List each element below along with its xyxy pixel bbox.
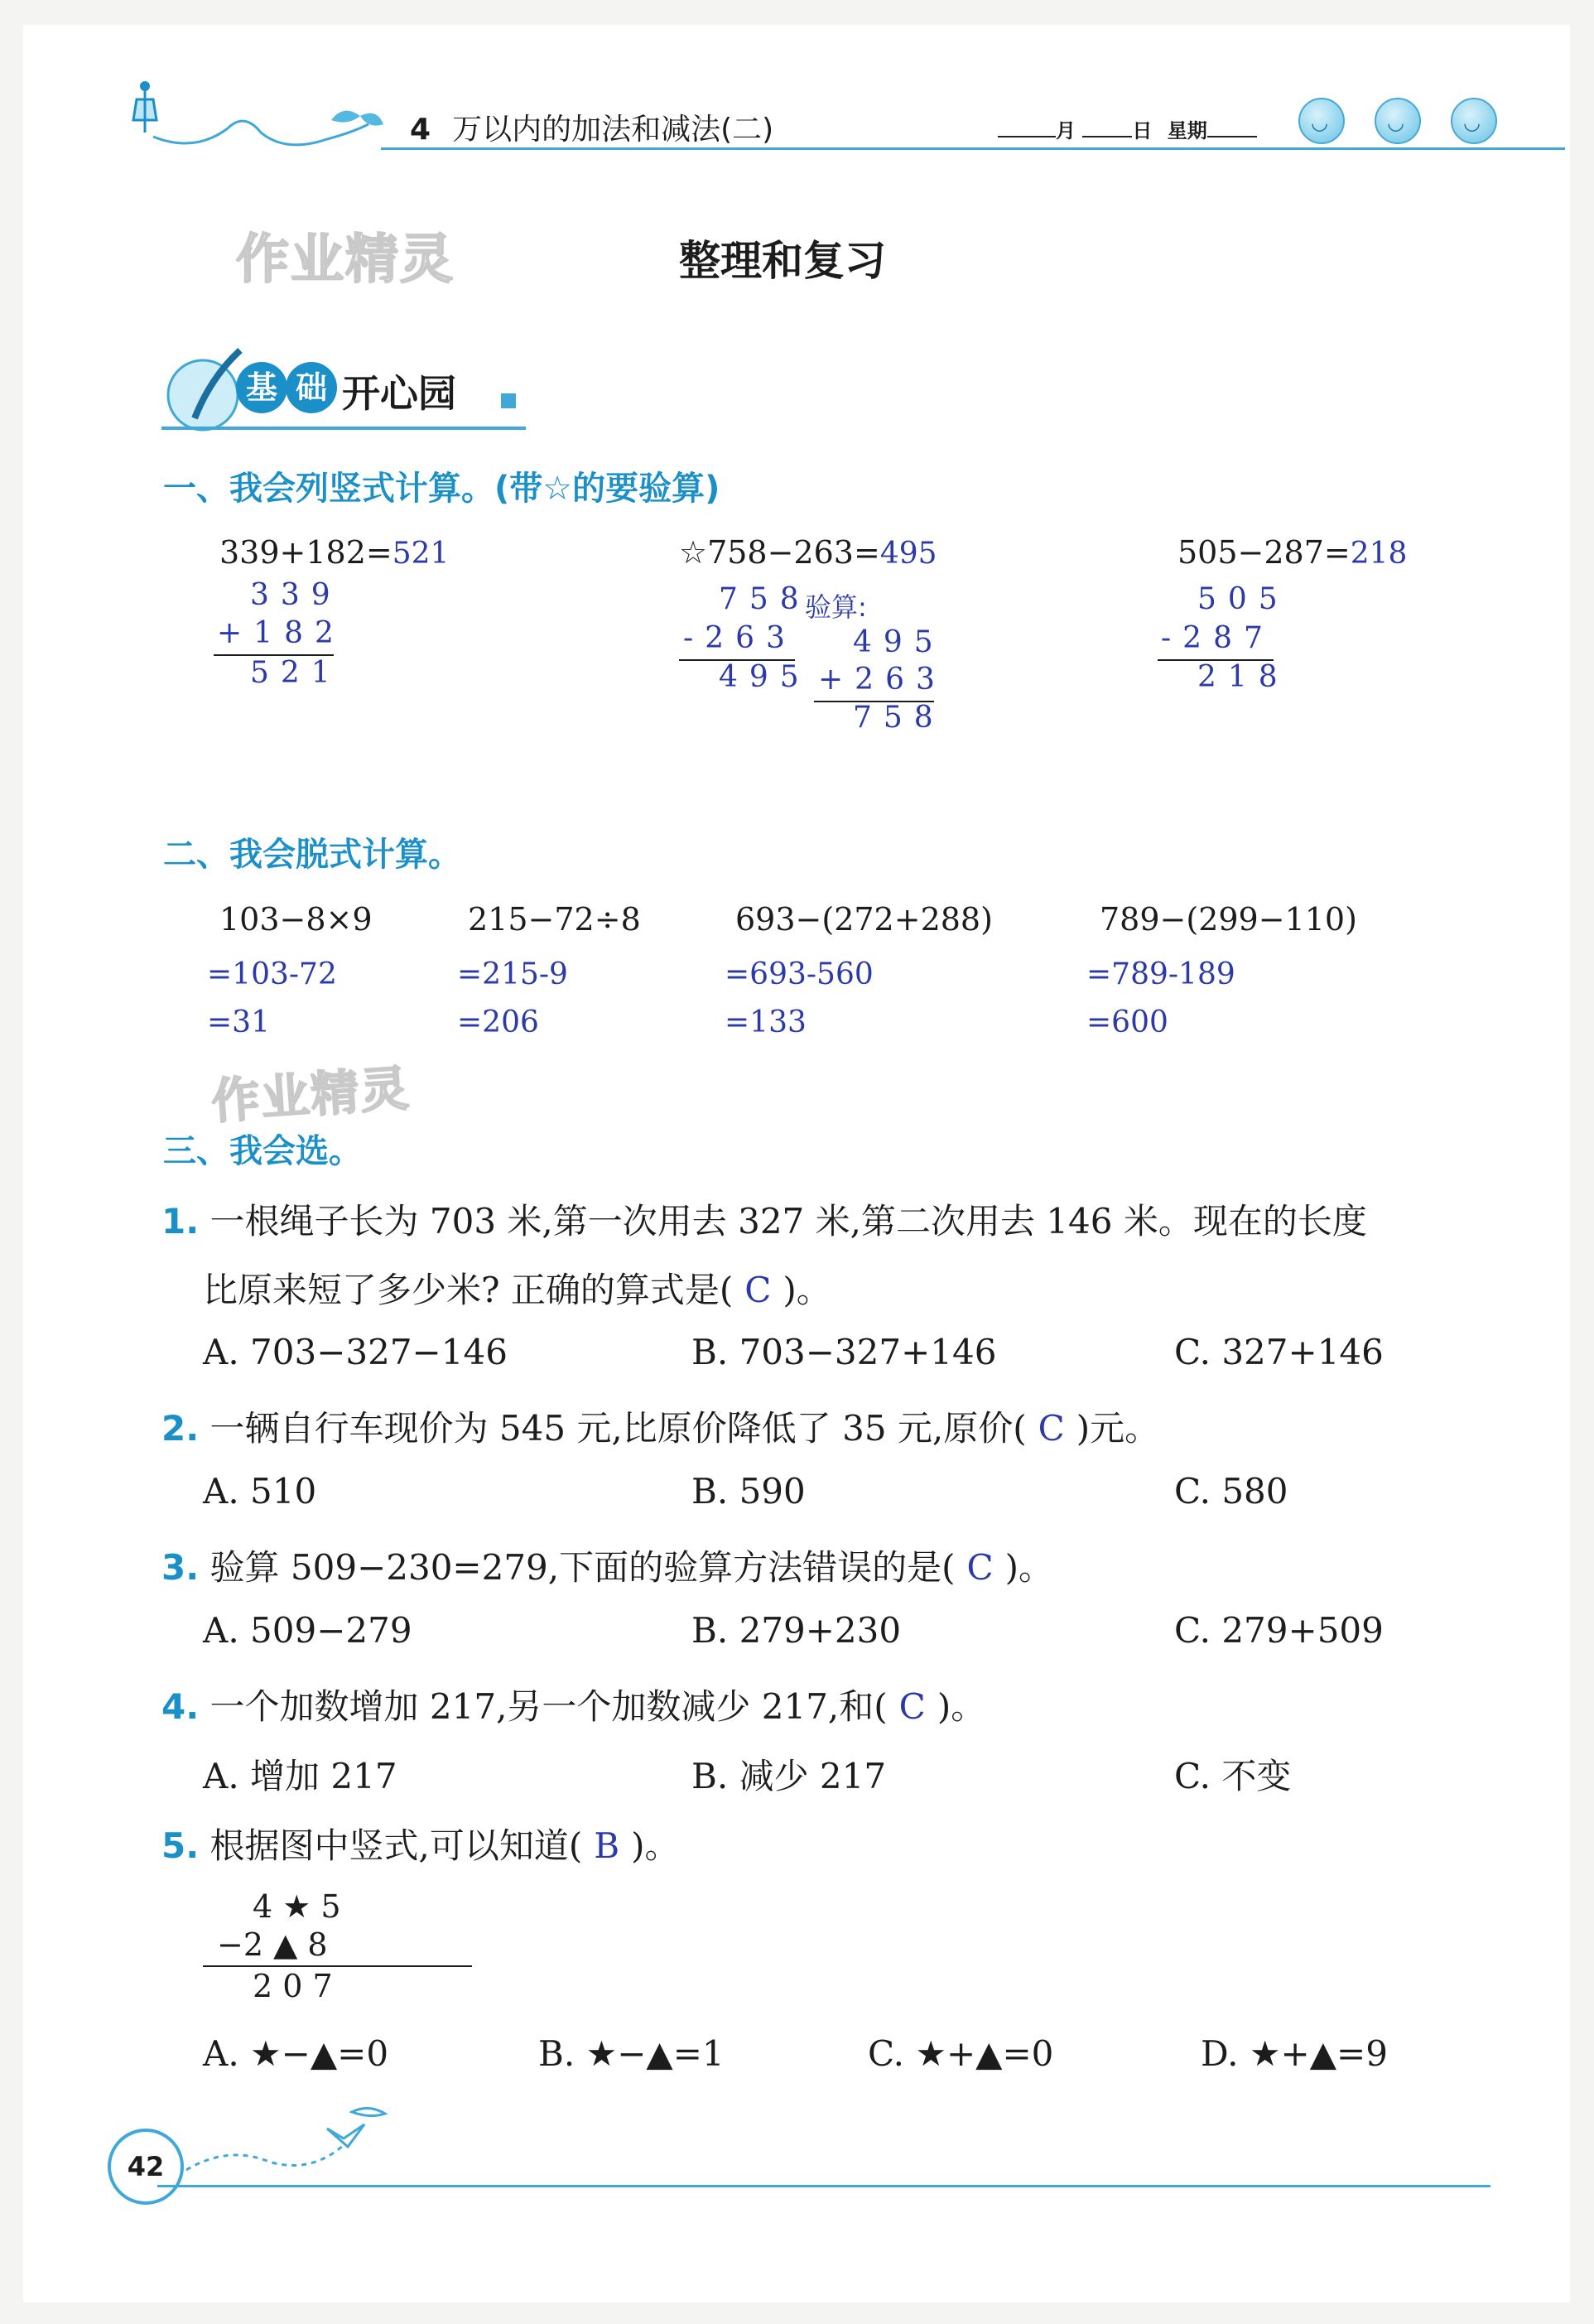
answer: 495 (879, 537, 937, 571)
check-result: 758 (853, 701, 945, 735)
unit-number: 4 (410, 113, 431, 147)
section1-heading: 一、我会列竖式计算。(带☆的要验算) (163, 470, 720, 508)
s2-step3a: =693-560 (725, 957, 874, 991)
question-text-end: )。 (937, 1686, 986, 1727)
s2-step4b: =600 (1086, 1005, 1168, 1039)
vertical-top: 339 (250, 578, 342, 612)
expr-text: 339+182= (219, 534, 392, 571)
s2-expr2: 215−72÷8 (468, 901, 641, 938)
answer-blank[interactable]: C (1038, 1408, 1065, 1449)
s2-expr1: 103−8×9 (219, 901, 373, 938)
date-fields (998, 114, 1257, 143)
s1-problem3 (1177, 534, 1407, 571)
s2-step3b: =133 (725, 1005, 807, 1039)
vertical-operand: +182 (217, 616, 345, 650)
question-1-line2 (203, 1263, 831, 1313)
question-number: 5. (161, 1825, 200, 1866)
expr-text: ☆758−263= (679, 534, 880, 571)
dotted-bird-decoration (178, 2095, 393, 2178)
option-b[interactable]: B. 减少 217 (691, 1756, 887, 1796)
question-text: 比原来短了多少米? 正确的算式是( (203, 1270, 734, 1310)
question-number: 3. (161, 1547, 200, 1588)
month-blank[interactable] (998, 119, 1056, 137)
option-c[interactable]: C. 327+146 (1174, 1332, 1384, 1372)
vertical-operand: -263 (683, 621, 797, 655)
option-b[interactable]: B. 279+230 (691, 1610, 902, 1651)
check-label: 验算: (805, 591, 867, 623)
option-c[interactable]: C. 279+509 (1174, 1610, 1384, 1651)
check-operand: +263 (818, 663, 946, 697)
answer-blank[interactable]: C (744, 1270, 772, 1310)
s2-step2b: =206 (457, 1005, 539, 1039)
s1-problem1 (219, 534, 449, 571)
s1-problem2 (679, 534, 937, 571)
vertical-top: 505 (1197, 582, 1289, 616)
neutral-face-icon[interactable] (1375, 98, 1421, 144)
question-number: 2. (161, 1408, 200, 1449)
option-c[interactable]: C. 不变 (1174, 1756, 1292, 1796)
option-a[interactable]: A. 703−327−146 (203, 1332, 508, 1372)
watermark-2: 作业精灵 (209, 1059, 412, 1131)
figure-row3: 2 0 7 (253, 1968, 333, 2004)
question-number: 4. (161, 1686, 200, 1727)
s2-step1a: =103-72 (207, 957, 337, 991)
question-text: 一辆自行车现价为 545 元,比原价降低了 35 元,原价( (209, 1408, 1027, 1449)
section-badge (161, 344, 526, 435)
watermark: 作业精灵 (236, 229, 455, 291)
question-2 (161, 1401, 1159, 1451)
option-b[interactable]: B. ★−▲=1 (538, 2033, 725, 2074)
lantern-vine-decoration (120, 75, 393, 157)
option-a[interactable]: A. 510 (203, 1471, 317, 1512)
option-d[interactable]: D. ★+▲=9 (1201, 2033, 1388, 2074)
badge-char-b: 础 (286, 362, 337, 413)
weekday-label: 星期 (1167, 119, 1207, 142)
vertical-top: 758 (719, 582, 811, 616)
figure-row2: −2 ▲ 8 (217, 1926, 328, 1963)
badge-char-a: 基 (236, 362, 287, 413)
s2-step4a: =789-189 (1086, 957, 1235, 991)
vertical-result: 521 (250, 656, 342, 690)
weekday-blank[interactable] (1207, 119, 1257, 137)
figure-rule (203, 1965, 472, 1967)
question-1 (161, 1194, 1367, 1244)
option-a[interactable]: A. ★−▲=0 (203, 2033, 389, 2074)
footer-rule (157, 2185, 1490, 2187)
s2-expr4: 789−(299−110) (1100, 901, 1357, 938)
question-5 (161, 1819, 680, 1868)
smile-face-icon[interactable] (1298, 98, 1345, 144)
option-a[interactable]: A. 增加 217 (203, 1756, 397, 1796)
answer: 218 (1350, 537, 1408, 571)
option-a[interactable]: A. 509−279 (203, 1610, 412, 1651)
question-text: 一个加数增加 217,另一个加数减少 217,和( (209, 1686, 888, 1727)
answer-blank[interactable]: C (966, 1547, 994, 1588)
day-blank[interactable] (1082, 119, 1132, 137)
option-c[interactable]: C. ★+▲=0 (868, 2033, 1054, 2074)
option-c[interactable]: C. 580 (1174, 1471, 1288, 1512)
day-label: 日 (1132, 119, 1153, 142)
unit-title (410, 106, 773, 148)
page-title: 整理和复习 (679, 237, 886, 285)
page-number: 42 (108, 2129, 184, 2205)
month-label: 月 (1056, 119, 1076, 142)
question-text: 根据图中竖式,可以知道( (209, 1825, 583, 1866)
option-b[interactable]: B. 703−327+146 (691, 1332, 997, 1372)
badge-label: 开心园 (342, 371, 456, 416)
question-text-end: )。 (783, 1270, 831, 1310)
answer-blank[interactable]: C (898, 1686, 926, 1727)
s2-step2a: =215-9 (457, 957, 568, 991)
question-text-end: )元。 (1076, 1408, 1160, 1449)
vertical-result: 218 (1197, 660, 1289, 694)
expr-text: 505−287= (1177, 534, 1351, 571)
vertical-operand: -287 (1161, 621, 1274, 655)
unit-title-text: 万以内的加法和减法(二) (452, 113, 774, 147)
question-3 (161, 1540, 1053, 1590)
figure-row1: 4 ★ 5 (253, 1888, 341, 1925)
badge-underline (161, 427, 526, 430)
question-text: 一根绳子长为 703 米,第一次用去 327 米,第二次用去 146 米。现在的长度 (209, 1201, 1367, 1242)
question-text: 验算 509−230=279,下面的验算方法错误的是( (209, 1547, 956, 1588)
vertical-result: 495 (719, 660, 811, 694)
answer-blank[interactable]: B (594, 1825, 620, 1866)
section3-heading: 三、我会选。 (163, 1132, 362, 1170)
s2-expr3: 693−(272+288) (735, 901, 993, 938)
check-top: 495 (853, 625, 945, 659)
question-number: 1. (161, 1201, 200, 1242)
option-b[interactable]: B. 590 (691, 1471, 806, 1512)
answer: 521 (392, 537, 450, 571)
question-text-end: )。 (631, 1825, 680, 1866)
question-4 (161, 1680, 985, 1729)
s2-step1b: =31 (207, 1005, 270, 1039)
question-text-end: )。 (1004, 1547, 1054, 1588)
sad-face-icon[interactable] (1451, 98, 1497, 144)
section2-heading: 二、我会脱式计算。 (163, 836, 461, 874)
badge-square-icon (501, 393, 516, 408)
